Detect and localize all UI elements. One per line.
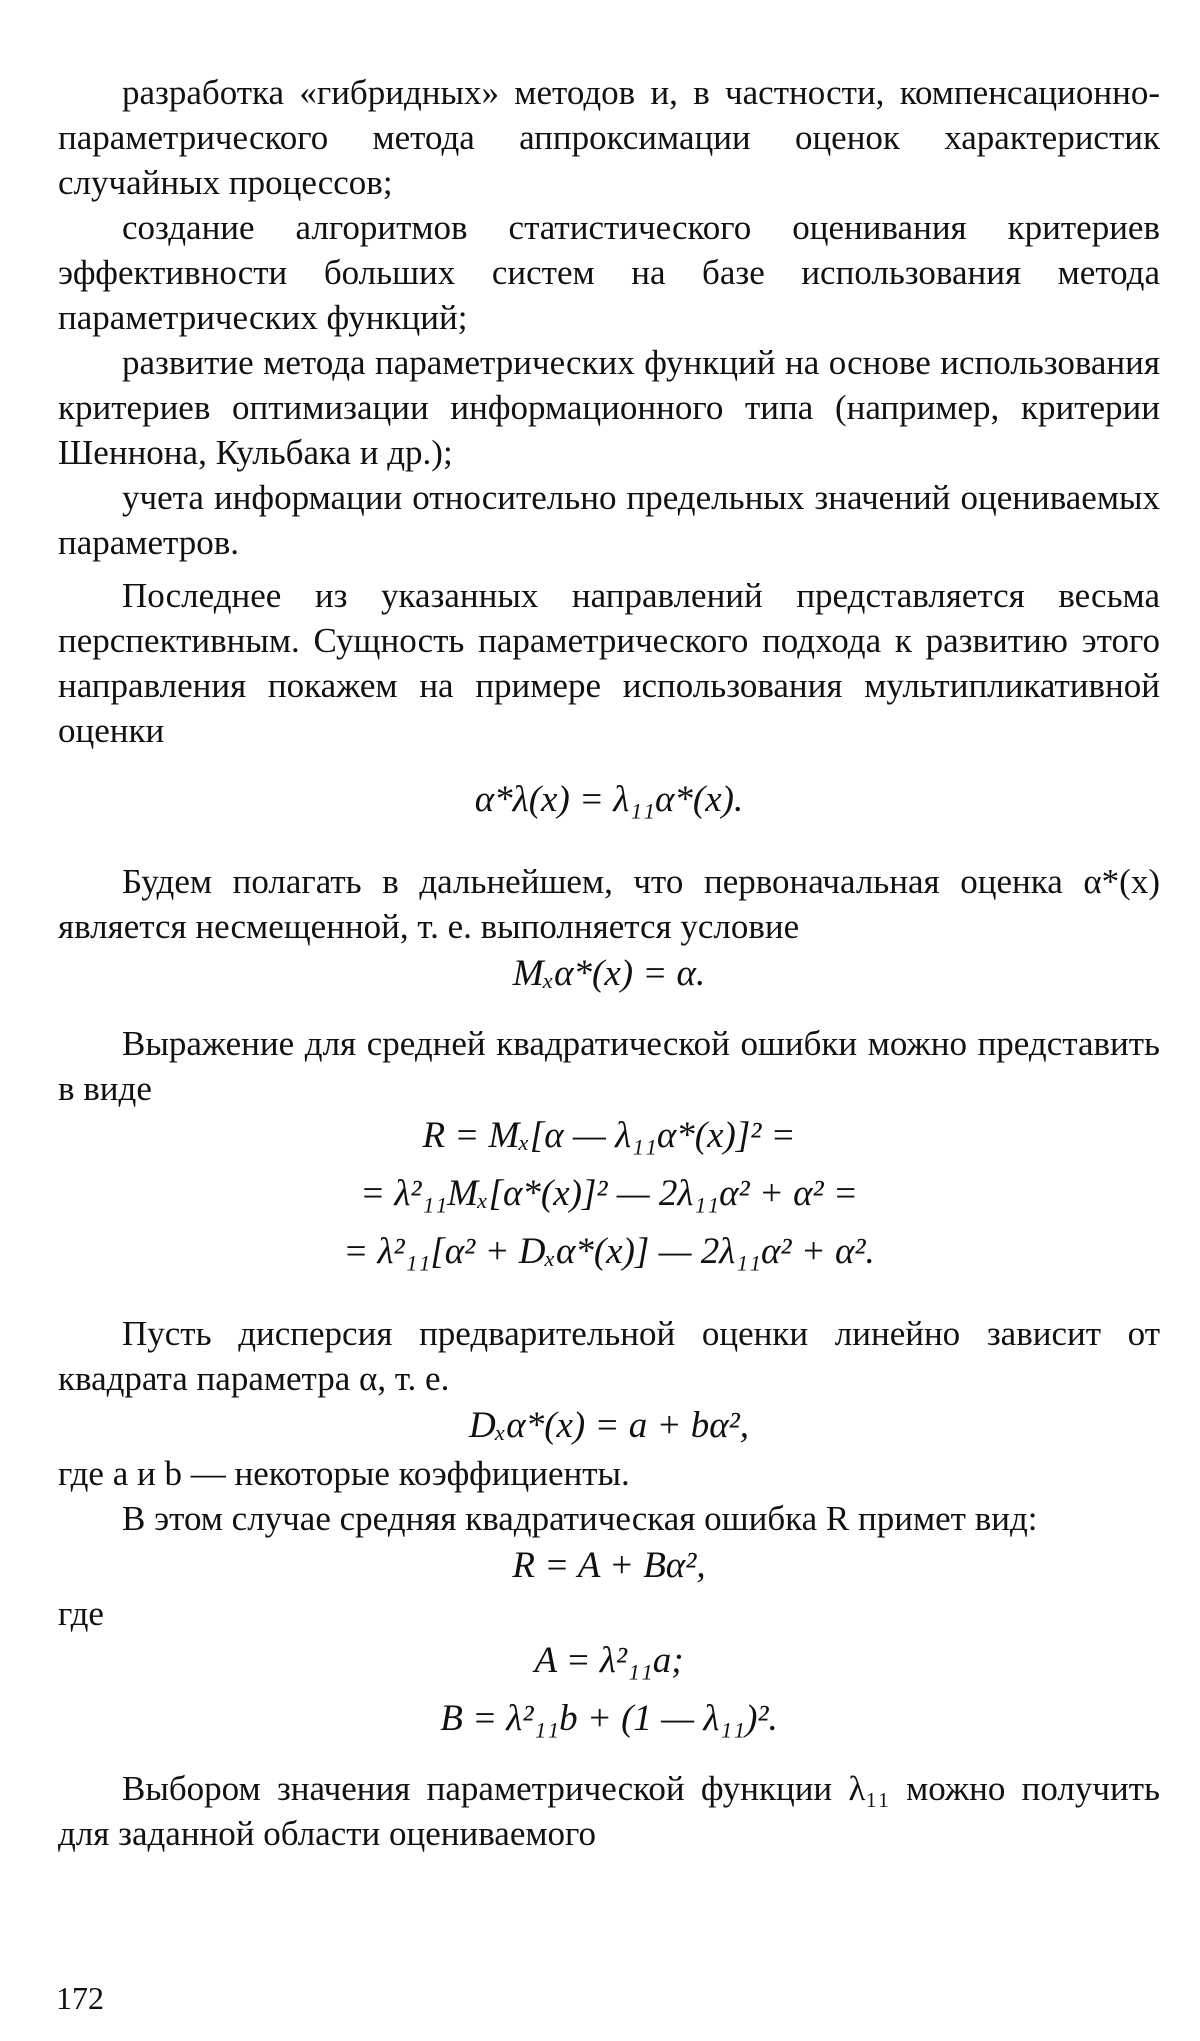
paragraph-where: где	[58, 1594, 104, 1633]
paragraph-algorithms: создание алгоритмов статистического оценивания критериев эффективности больших систем на базе использования метода параметрических функций;	[58, 208, 1160, 337]
formula-error-form: R = A + Bα²,	[512, 1545, 706, 1586]
paragraph-limit-values: учета информации относительно предельных значений оцениваемых параметров.	[58, 478, 1160, 562]
paragraph-hybrid-methods: разработка «гибридных» методов и, в частности, компенсационно-параметрического метода аппроксимации оценок характеристик случайных процессов;	[58, 73, 1160, 202]
paragraph-parametric-choice: Выбором значения параметрической функции λ₁₁ можно получить для заданной области оцениваемого	[58, 1769, 1160, 1853]
page-number: 172	[56, 1980, 104, 2016]
paragraph-mean-square-error: Выражение для средней квадратической ошибки можно представить в виде	[58, 1024, 1160, 1108]
formula-variance: Dₓα*(x) = a + bα²,	[469, 1405, 749, 1446]
formula-coefficient-a: A = λ²₁₁a;	[534, 1640, 684, 1681]
paragraph-multiplicative-estimate: Последнее из указанных направлений представляется весьма перспективным. Сущность параметрического подхода к развитию этого направления покажем на примере использования мультипликативной оценки	[58, 576, 1160, 750]
formula-coefficient-b: B = λ²₁₁b + (1 — λ₁₁)².	[440, 1698, 778, 1739]
paragraph-unbiased-estimate: Будем полагать в дальнейшем, что первоначальная оценка α*(x) является несмещенной, т. е. выполняется условие	[58, 862, 1160, 946]
paragraph-variance-assumption: Пусть дисперсия предварительной оценки линейно зависит от квадрата параметра α, т. е.	[58, 1314, 1160, 1398]
formula-mse-line-1: R = Mₓ[α — λ₁₁α*(x)]² =	[422, 1115, 796, 1156]
paragraph-coefficients: где a и b — некоторые коэффициенты.	[58, 1454, 630, 1493]
formula-mse-line-2: = λ²₁₁Mₓ[α*(x)]² — 2λ₁₁α² + α² =	[360, 1173, 858, 1214]
paragraph-information-criteria: развитие метода параметрических функций на основе использования критериев оптимизации информационного типа (например, критерии Шеннона, Кульбака и др.);	[58, 343, 1160, 472]
page-body	[58, 70, 1160, 1856]
formula-unbiased-condition: Mₓα*(x) = α.	[512, 953, 706, 994]
formula-mse-line-3: = λ²₁₁[α² + Dₓα*(x)] — 2λ₁₁α² + α².	[343, 1231, 875, 1272]
paragraph-error-form: В этом случае средняя квадратическая ошибка R примет вид:	[122, 1499, 1038, 1538]
formula-multiplicative-estimate: α*λ(x) = λ₁₁α*(x).	[474, 779, 744, 820]
